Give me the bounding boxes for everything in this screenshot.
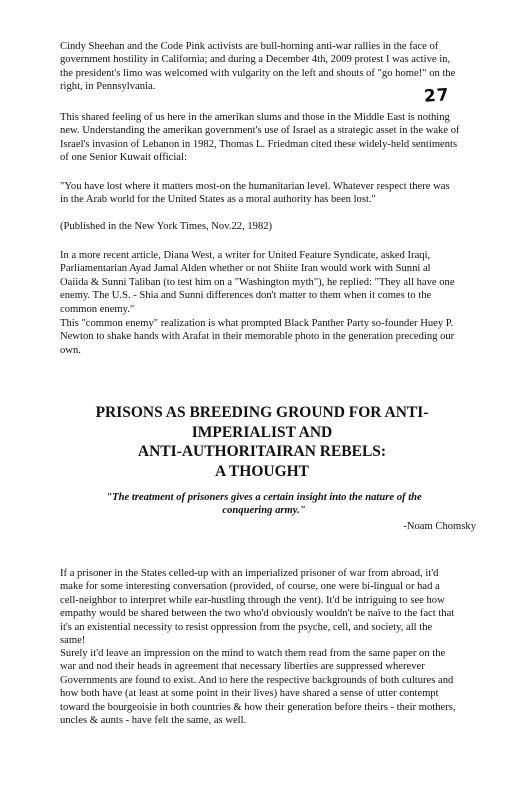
heading-line: PRISONS AS BREEDING GROUND FOR ANTI- bbox=[95, 404, 429, 421]
heading-line: A THOUGHT bbox=[214, 462, 310, 480]
heading-line: IMPERIALIST AND bbox=[191, 423, 333, 441]
paragraph-diana-west: In a more recent article, Diana West, a writer for United Feature Syndicate, asked Iraqi, Parliamentarian Ayad Jamal Alden whether or not Shiite Iran would work with Sunni al Oaiida & Sunni Taliban (to test him on a "Washington myth"), he replied: "They all have one enemy. The U.S. - Shia and Sunni differences don't matter to them when it comes to the common enemy." bbox=[60, 250, 455, 315]
paragraph-shared-impression: Surely it'd leave an impression on the mind to watch them read from the same paper on the war and nod their heads in agreement that necessary liberties are suppressed wherever Governments are found to exist. And to here the respective backgrounds of both cultures and how both have (at least at some point in their lives) have shared a sense of utter contempt toward the bourgeoisie in both countries & how their generation before theirs - their mothers, uncles & aunts - have felt the same, as well. bbox=[60, 648, 456, 727]
epigraph-attribution: -Noam Chomsky bbox=[403, 521, 476, 532]
paragraph-prisoner-conversation: If a prisoner in the States celled-up with an imperialized prisoner of war from abroad, it'd make for some interesting conversation (provided, of course, one were bi-lingual or had a cell-neighbor to interpret while ear-hustling through the vent). It'd be intriguing to see how empathy would be shared between the two who'd obviously wouldn't be naïve to the fact that it's an existential necessity to resist oppression from the psyche, cell, and society, all the same! bbox=[60, 568, 455, 647]
paragraph-common-enemy: This "common enemy" realization is what prompted Black Panther Party so-founder Huey P. Newton to shake hands with Arafat in their memorable photo in the generation preceding our own. bbox=[60, 318, 455, 356]
heading-line: ANTI-AUTHORITAIRAN REBELS: bbox=[137, 443, 387, 460]
handwritten-page-number: 27 bbox=[423, 85, 451, 107]
paragraph-sheehan: Cindy Sheehan and the Code Pink activists are bull-horning anti-war rallies in the face of government hostility in California; and during a December 4th, 2009 protest I was active in, the president's limo was welcomed with vulgarity on the left and shouts of "go home!" on the right, in Pennsylvania. bbox=[60, 41, 456, 93]
paragraph-shared-feeling: This shared feeling of us here in the amerikan slums and those in the Middle East is nothing new. Understanding the amerikan government's use of Israel as a strategic asset in the wake of Israel's invasion of Lebanon in 1982, Thomas L. Friedman cited these widely-held sentiments of one Senior Kuwait official: bbox=[60, 112, 460, 164]
paragraph-kuwait-quote: "You have lost where it matters most-on the humanitarian level. Whatever respect there was in the Arab world for the United States as a moral authority has been lost." bbox=[60, 181, 450, 206]
epigraph-text: "The treatment of prisoners gives a certain insight into the nature of the conquering army." bbox=[106, 492, 422, 516]
section-heading bbox=[40, 403, 484, 481]
citation-nyt: (Published in the New York Times, Nov.22, 1982) bbox=[60, 221, 273, 232]
